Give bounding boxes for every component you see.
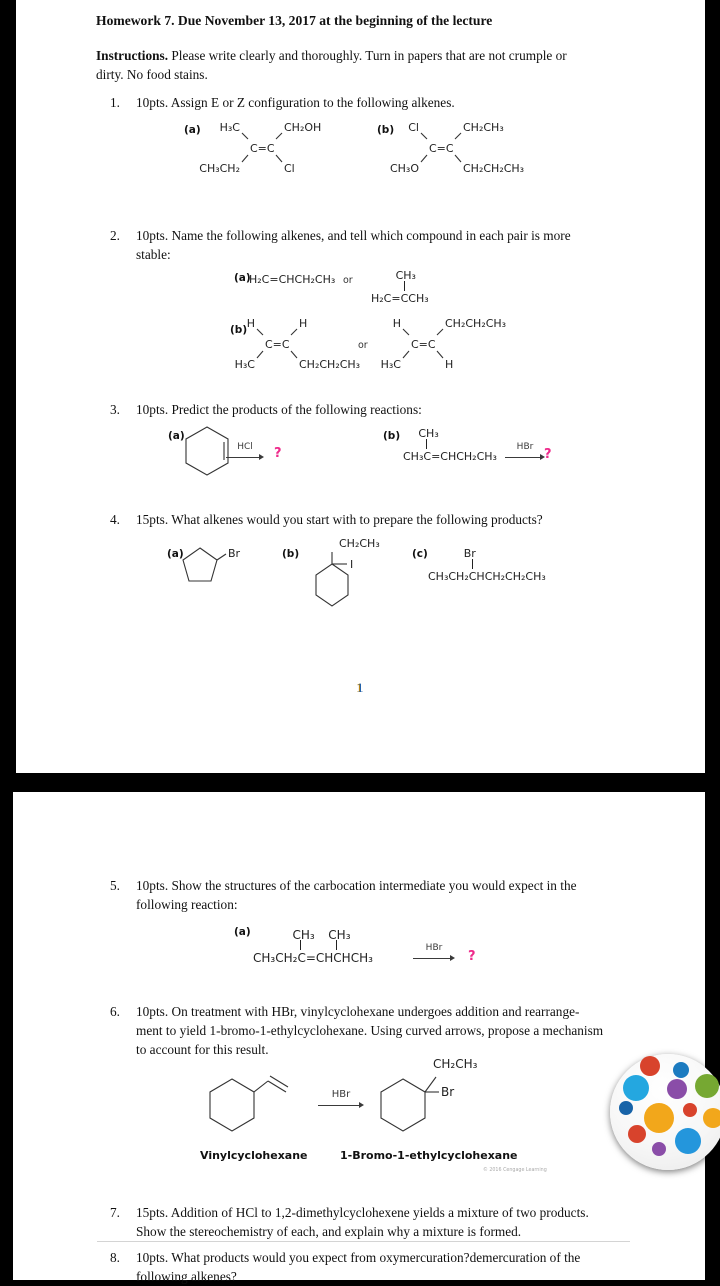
structure-1a [190,122,340,174]
question-8-line2: following alkenes? [136,1269,237,1284]
structure-1b [369,121,525,175]
substituent-top-left: H [246,317,255,330]
reaction-arrow-6 [318,1089,364,1109]
question-6 [110,1002,603,1059]
substituent-bottom-left: CH₃CH₂ [199,162,240,175]
icon-dot [695,1074,719,1098]
label-1b: (b) [377,124,395,136]
question-2-number: 2. [110,228,120,243]
vertical-bond [472,559,473,569]
question-7-line2: Show the stereochemistry of each, and explain why a mixture is formed. [136,1224,522,1239]
icon-dot [683,1103,697,1117]
branch-carbon: CH Br [463,547,485,583]
label-1a: (a) [184,124,201,136]
svg-text:Br: Br [228,547,241,560]
question-1-number: 1. [110,95,120,110]
reaction-arrow-3b [505,442,545,461]
divider-rule [97,1241,630,1242]
page-1 [16,0,705,773]
question-6-line3: to account for this result. [136,1042,269,1057]
substituent-bottom-left: CH₃O [389,162,419,175]
or-text: or [343,275,353,286]
substituent-top-right: CH₂CH₃ [463,121,504,134]
formula-2a-left: H₂C=CHCH₂CH₃ [249,273,336,286]
question-6-line2: ment to yield 1-bromo-1-ethylcyclohexane. Using curved arrows, propose a mechanism [136,1023,604,1038]
arrow-right-icon [226,454,264,461]
question-5-number: 5. [110,878,120,893]
question-8 [110,1248,580,1286]
question-4-number: 4. [110,512,120,527]
question-3-text: 10pts. Predict the products of the following reactions: [136,402,422,417]
homework-title: Homework 7. Due November 13, 2017 at the beginning of the lecture [96,13,493,28]
branch-carbon: C CH₃ [418,427,439,463]
colorful-dots-app-icon[interactable] [610,1054,720,1170]
substituent-bottom-right: CH₂CH₂CH₃ [299,358,361,371]
question-7-number: 7. [110,1205,120,1220]
question-5-line2: following reaction: [136,897,238,912]
formula-4c: CH₃CH₂CH Br CH₂CH₂CH₃ [428,547,546,583]
icon-dot [675,1128,701,1154]
double-bond-core: C=C [250,142,275,155]
icon-dot [623,1075,649,1101]
bromocyclopentane-drawing [181,544,245,586]
vertical-bond [404,281,405,291]
question-4 [110,510,543,529]
icon-dot [619,1101,633,1115]
branch-substituent: CH₃ [328,928,351,942]
formula-5a: CH₃CH₂C CH₃ =CHCH CH₃ CH₃ [253,928,373,965]
icon-dot [673,1062,689,1078]
structure-2b-cis [205,317,361,371]
question-7 [110,1203,589,1241]
substituent-top-right: H [299,317,308,330]
product-ethyl-substituent: CH₂CH₃ [433,1057,478,1071]
question-2-line1: 10pts. Name the following alkenes, and tell which compound in each pair is more [136,228,571,243]
instructions-line1: Please write clearly and thoroughly. Turn in papers that are not crumple or [168,48,567,63]
branch-substituent: CH₃ [292,928,315,942]
icon-dot [644,1103,674,1133]
reagent-label: HBr [331,1089,351,1100]
product-bromo-substituent: Br [441,1085,455,1099]
double-bond-core: C=C [265,338,290,351]
double-bond-core: C=C [411,338,436,351]
arrow-right-icon [505,454,545,461]
substituent-bottom-right: CH₂CH₂CH₃ [463,162,525,175]
label-3b: (b) [383,430,401,442]
label-2b: (b) [230,324,248,336]
reagent-label: HBr [516,442,534,452]
question-8-line1: 10pts. What products would you expect from oxymercuration?demercuration of the [136,1250,581,1265]
icon-dot [667,1079,687,1099]
ethyl-substituent: CH₂CH₃ [339,537,380,550]
question-3 [110,400,422,419]
question-4-text: 15pts. What alkenes would you start with to prepare the following products? [136,512,543,527]
vinylcyclohexane-label: Vinylcyclohexane [200,1149,308,1162]
instructions [96,46,567,84]
branch-carbon: C CH₃ [292,928,315,965]
substituent-bottom-left: H₃C [380,358,401,371]
instructions-lead: Instructions. [96,48,169,63]
label-3a: (a) [168,430,185,442]
question-6-number: 6. [110,1004,120,1019]
formula-2a-right: H₂C=C CH₃ CH₃ [371,269,429,305]
label-4b: (b) [282,548,300,560]
reaction-arrow-5a [413,943,455,962]
substituent-top-right: CH₂OH [284,121,322,134]
label-2a: (a) [234,272,251,284]
question-mark: ? [544,447,552,462]
branch-carbon: C CH₃ [395,269,416,305]
substituent-bottom-right: H [445,358,454,371]
vertical-bond [426,439,427,449]
question-6-line1: 10pts. On treatment with HBr, vinylcyclohexane undergoes addition and rearrange- [136,1004,580,1019]
branch-substituent: CH₃ [395,269,416,282]
double-bond-core: C=C [429,142,454,155]
label-4c: (c) [412,548,428,560]
substituent-top-left: H₃C [219,121,240,134]
structure-2b-trans [351,317,507,371]
question-3-number: 3. [110,402,120,417]
substituent-bottom-right: Cl [284,162,295,175]
reagent-label: HBr [425,943,443,953]
page-number: 1 [357,680,364,695]
reaction-arrow-3a [226,442,264,461]
question-mark: ? [274,446,282,461]
icon-dot [652,1142,666,1156]
question-1-text: 10pts. Assign E or Z configuration to the following alkenes. [136,95,455,110]
copyright-credit: © 2016 Cengage Learning [483,1167,547,1173]
question-8-number: 8. [110,1250,120,1265]
or-text: or [358,340,368,351]
formula-3b: CH₃C CH₃ =CHCH₂CH₃ [403,427,497,463]
branch-substituent: Br [463,547,476,560]
bromo-ethyl-cyclohexane-drawing [373,1068,453,1136]
question-5-line1: 10pts. Show the structures of the carbocation intermediate you would expect in the [136,878,577,893]
instructions-line2: dirty. No food stains. [96,67,208,82]
substituent-bottom-left: H₃C [234,358,255,371]
substituent-top-left: H [392,317,401,330]
arrow-right-icon [318,1102,364,1109]
question-mark: ? [468,949,476,964]
cyclohexene-drawing [183,424,231,478]
question-1 [110,93,455,112]
substituent-top-left: Cl [408,121,419,134]
arrow-right-icon [413,955,455,962]
question-2-line2: stable: [136,247,171,262]
reagent-label: HCl [237,442,253,452]
substituent-top-right: CH₂CH₂CH₃ [445,317,507,330]
label-4a: (a) [167,548,184,560]
label-5a: (a) [234,926,251,938]
page-2 [13,792,705,1284]
branch-substituent: CH₃ [418,427,439,440]
icon-dot [703,1108,720,1128]
icon-dot [628,1125,646,1143]
question-5 [110,876,577,914]
icon-dot [640,1056,660,1076]
question-2 [110,226,571,264]
iodo-substituent: I [350,558,354,571]
bromo-ethyl-cyclohexane-label: 1-Bromo-1-ethylcyclohexane [340,1149,518,1162]
vinylcyclohexane-drawing [206,1073,298,1135]
branch-carbon: CH CH₃ [328,928,351,965]
question-7-line1: 15pts. Addition of HCl to 1,2-dimethylcyclohexene yields a mixture of two products. [136,1205,589,1220]
